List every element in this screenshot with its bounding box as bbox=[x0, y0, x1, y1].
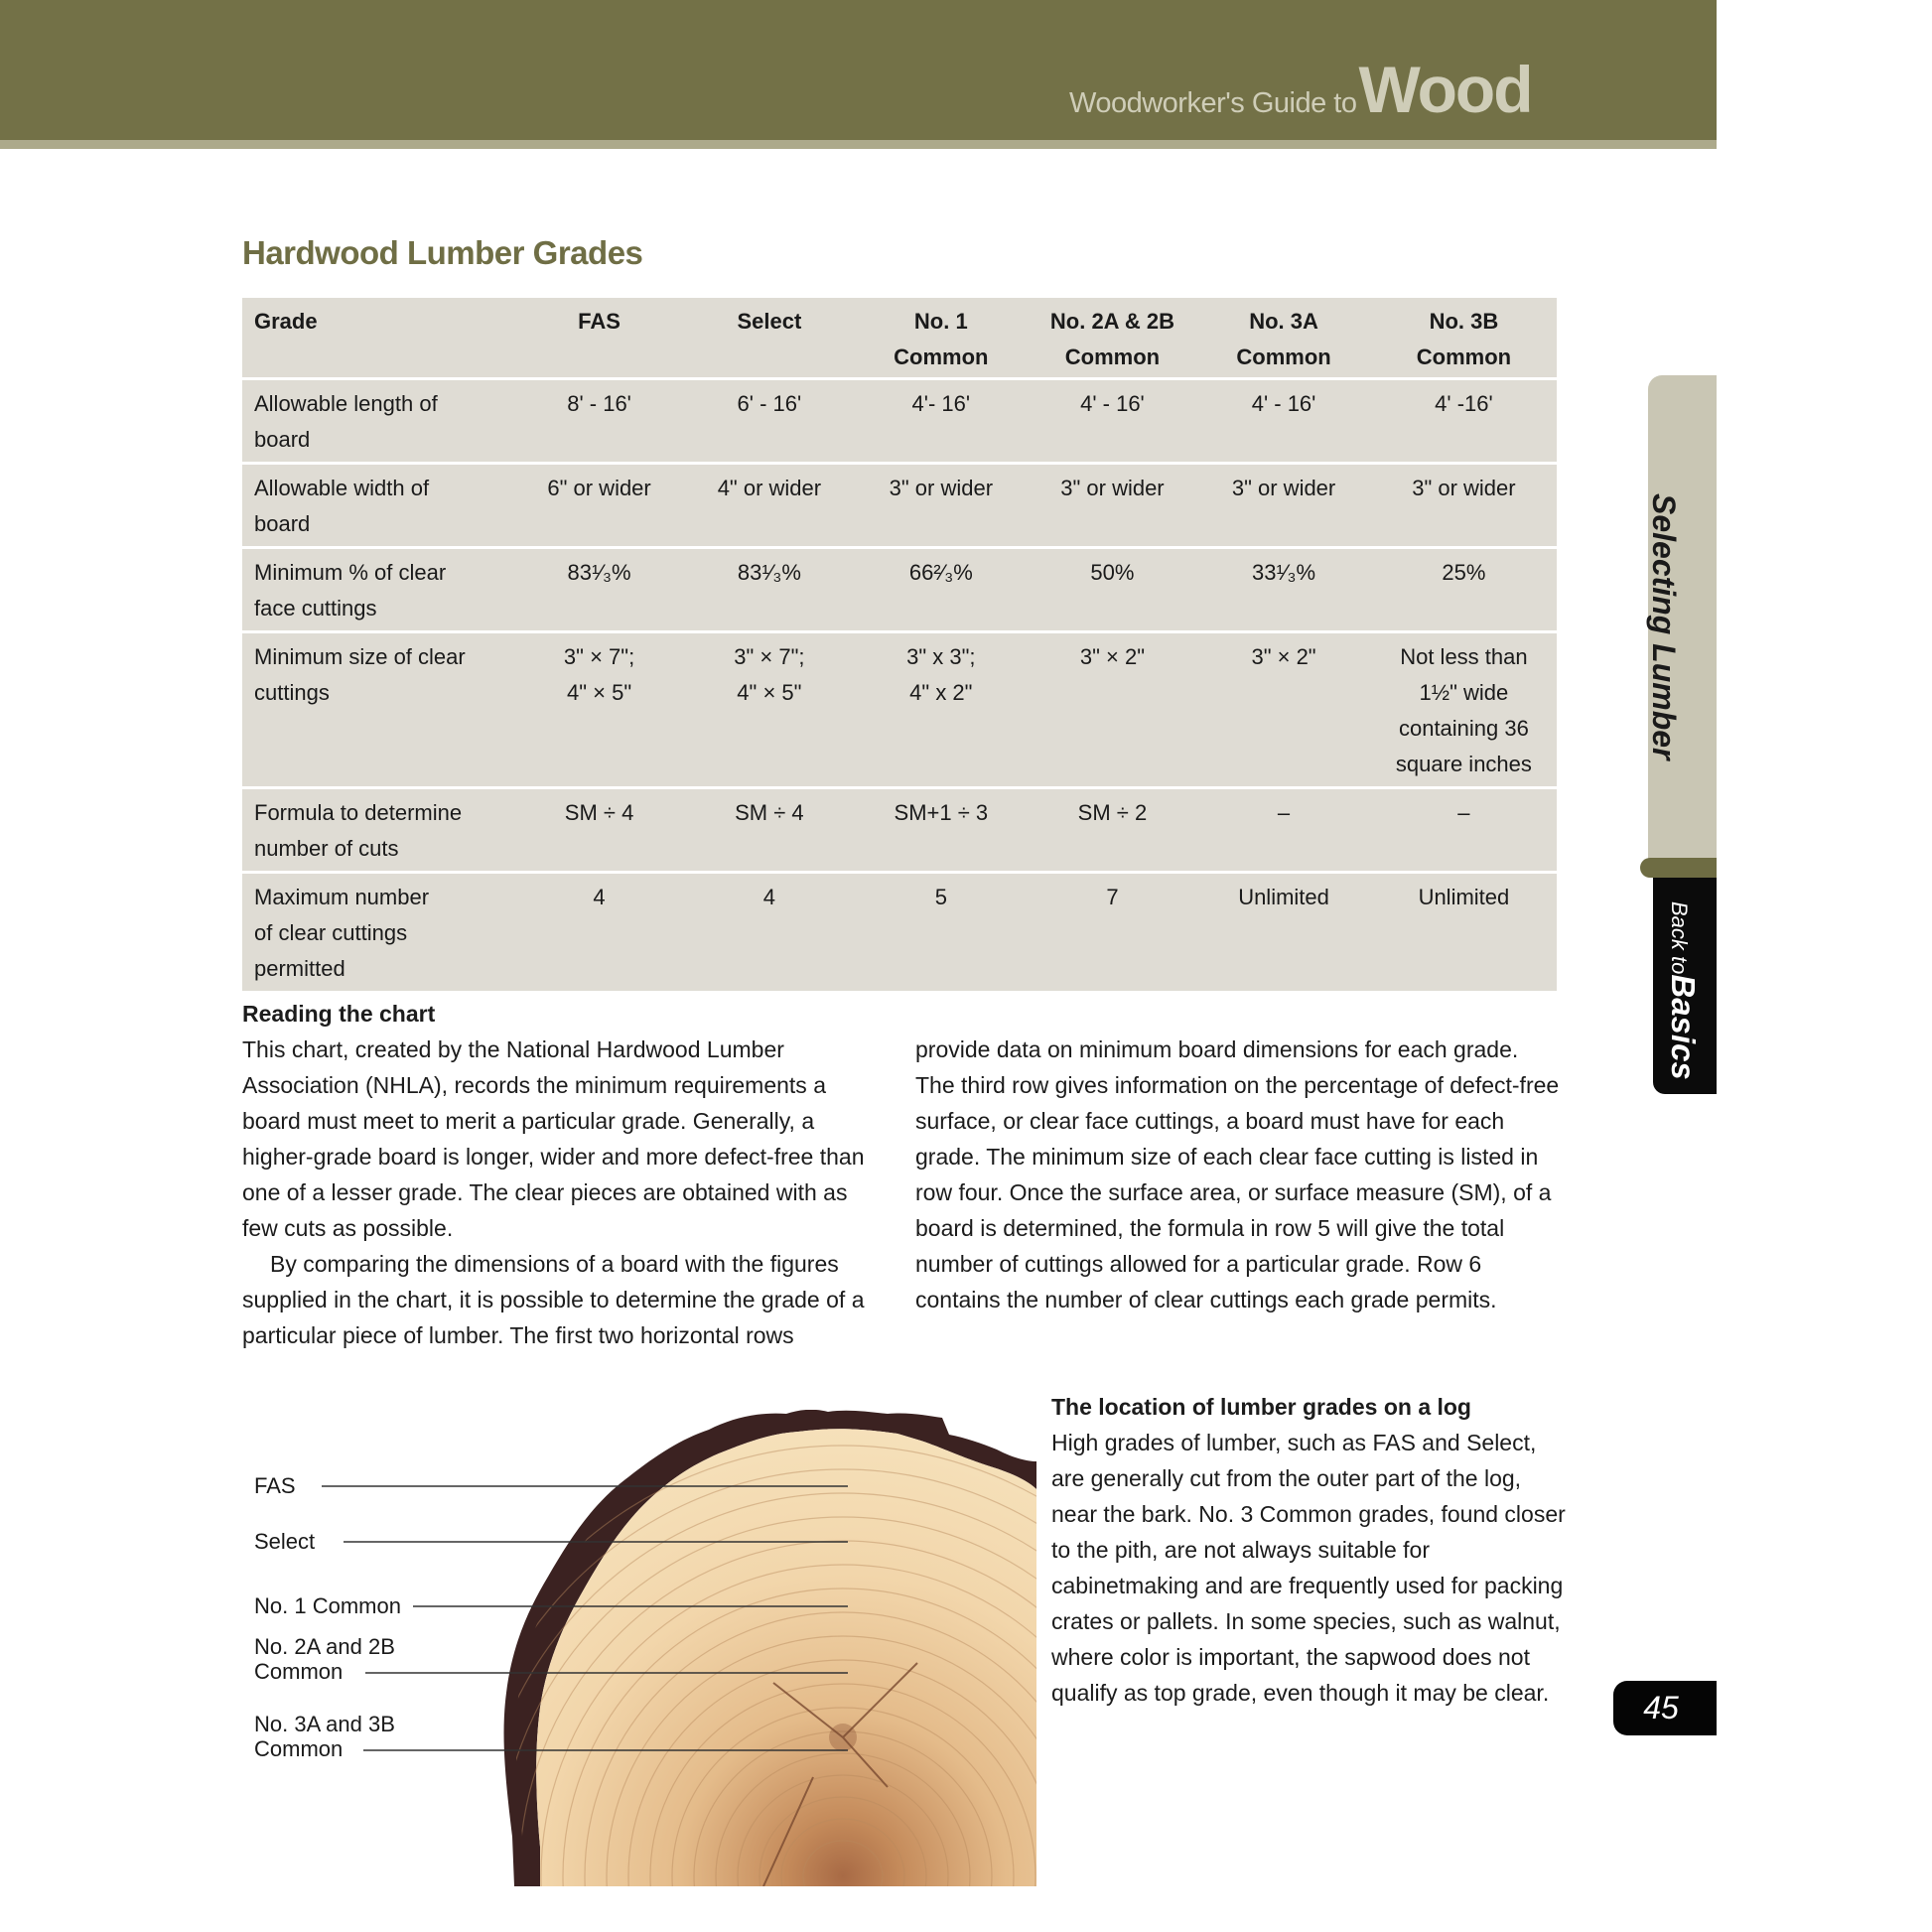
reading-chart-heading: Reading the chart bbox=[242, 1001, 436, 1027]
table-cell: Unlimited bbox=[1369, 874, 1557, 991]
table-cell: SM+1 ÷ 3 bbox=[854, 789, 1027, 874]
table-cell: 4' - 16' bbox=[1196, 380, 1369, 465]
table-cell: 66²⁄₃% bbox=[854, 549, 1027, 633]
chapter-tab-label: Selecting Lumber bbox=[1646, 493, 1682, 760]
table-row-min-size bbox=[242, 633, 1557, 789]
row-label: Minimum % of clear face cuttings bbox=[242, 549, 513, 633]
reading-chart-para2-start: By comparing the dimensions of a board with the figures supplied in the chart, it is possible to determine the grade of a particular piece of lumber. The first two horizontal rows bbox=[242, 1251, 865, 1348]
table-cell: SM ÷ 4 bbox=[513, 789, 682, 874]
table-cell: 4 bbox=[513, 874, 682, 991]
table-cell: 3" × 2" bbox=[1196, 633, 1369, 789]
table-cell: 3" x 3"; 4" x 2" bbox=[854, 633, 1027, 789]
log-cross-section-figure bbox=[242, 1410, 1036, 1886]
row-label: Allowable width of board bbox=[242, 465, 513, 549]
log-label-fas: FAS bbox=[254, 1473, 296, 1498]
table-cell: – bbox=[1369, 789, 1557, 874]
table-cell: 7 bbox=[1027, 874, 1197, 991]
log-location-body: High grades of lumber, such as FAS and Select, are generally cut from the outer part of the log, near the bark. No. 3 Common grades, found closer to the pith, are not always suitable for cabinetmaking and are frequently used for packing crates or pallets. In some species, such as walnut, where color is important, the sapwood does not qualify as top grade, even though it may be clear. bbox=[1051, 1430, 1566, 1706]
table-cell: 33¹⁄₃% bbox=[1196, 549, 1369, 633]
row-label: Formula to determine number of cuts bbox=[242, 789, 513, 874]
table-cell: 3" or wider bbox=[1369, 465, 1557, 549]
table-row-max-cuttings bbox=[242, 874, 1557, 991]
table-cell: 3" or wider bbox=[1027, 465, 1197, 549]
table-header-row bbox=[242, 298, 1557, 380]
table-cell: 4" or wider bbox=[683, 465, 854, 549]
column-header-no2ab-common: No. 2A & 2B Common bbox=[1027, 298, 1197, 380]
column-header-grade: Grade bbox=[242, 298, 513, 380]
reading-chart-para1: This chart, created by the National Hardwood Lumber Association (NHLA), records the minimum requirements a board must meet to merit a particular grade. Generally, a higher-grade board is longer, wider and more defect-free than one of a lesser grade. The clear pieces are obtained with as few cuts as possible. bbox=[242, 1036, 865, 1241]
row-label: Maximum number of clear cuttings permitted bbox=[242, 874, 513, 991]
log-label-select: Select bbox=[254, 1529, 316, 1554]
table-cell: 3" or wider bbox=[854, 465, 1027, 549]
table-cell: Not less than 1½" wide containing 36 square inches bbox=[1369, 633, 1557, 789]
table-cell: 83¹⁄₃% bbox=[683, 549, 854, 633]
reading-chart-left-column bbox=[242, 996, 888, 1353]
log-label-no1-common: No. 1 Common bbox=[254, 1593, 401, 1618]
log-location-heading: The location of lumber grades on a log bbox=[1051, 1394, 1471, 1420]
table-row-length bbox=[242, 380, 1557, 465]
table-cell: – bbox=[1196, 789, 1369, 874]
table-cell: 5 bbox=[854, 874, 1027, 991]
table-cell: 4 bbox=[683, 874, 854, 991]
series-prefix: Back to bbox=[1667, 901, 1692, 975]
table-cell: 83¹⁄₃% bbox=[513, 549, 682, 633]
table-cell: SM ÷ 2 bbox=[1027, 789, 1197, 874]
column-header-select: Select bbox=[683, 298, 854, 380]
table-cell: 4' - 16' bbox=[1027, 380, 1197, 465]
table-cell: 25% bbox=[1369, 549, 1557, 633]
page-number: 45 bbox=[1613, 1681, 1717, 1735]
book-title bbox=[1069, 52, 1532, 127]
reading-chart-para2-end: provide data on minimum board dimensions for each grade. The third row gives information on the percentage of defect-free surface, or clear face cuttings, a board must have for each grade. The minimum size of each clear face cutting is listed in row four. Once the surface area, or surface measure (SM), of a board is determined, the formula in row 5 will give the total number of cuttings allowed for a particular grade. Row 6 contains the number of clear cuttings each grade permits. bbox=[915, 1036, 1560, 1312]
table-cell: 50% bbox=[1027, 549, 1197, 633]
series-tab-label bbox=[1664, 901, 1702, 1080]
book-title-main: Wood bbox=[1358, 53, 1532, 126]
row-label: Minimum size of clear cuttings bbox=[242, 633, 513, 789]
table-cell: 3" or wider bbox=[1196, 465, 1369, 549]
column-header-no1-common: No. 1 Common bbox=[854, 298, 1027, 380]
table-cell: 6' - 16' bbox=[683, 380, 854, 465]
table-cell: 3" × 7"; 4" × 5" bbox=[683, 633, 854, 789]
table-cell: 3" × 7"; 4" × 5" bbox=[513, 633, 682, 789]
table-cell: 4'- 16' bbox=[854, 380, 1027, 465]
series-main: Basics bbox=[1665, 974, 1702, 1080]
column-header-no3b-common: No. 3B Common bbox=[1369, 298, 1557, 380]
log-label-no3-common: No. 3A and 3B Common bbox=[254, 1712, 395, 1761]
table-cell: 4' -16' bbox=[1369, 380, 1557, 465]
lumber-grades-table bbox=[242, 298, 1557, 991]
column-header-fas: FAS bbox=[513, 298, 682, 380]
table-cell: 6" or wider bbox=[513, 465, 682, 549]
table-cell: 8' - 16' bbox=[513, 380, 682, 465]
row-label: Allowable length of board bbox=[242, 380, 513, 465]
log-label-no2-common: No. 2A and 2B Common bbox=[254, 1634, 395, 1684]
section-title: Hardwood Lumber Grades bbox=[242, 234, 643, 271]
table-cell: Unlimited bbox=[1196, 874, 1369, 991]
table-row-formula bbox=[242, 789, 1557, 874]
tab-divider bbox=[1640, 858, 1717, 878]
table-cell: SM ÷ 4 bbox=[683, 789, 854, 874]
table-row-width bbox=[242, 465, 1557, 549]
table-row-clear-percent bbox=[242, 549, 1557, 633]
column-header-no3a-common: No. 3A Common bbox=[1196, 298, 1369, 380]
book-title-prefix: Woodworker's Guide to bbox=[1069, 87, 1357, 119]
table-cell: 3" × 2" bbox=[1027, 633, 1197, 789]
log-location-text bbox=[1051, 1389, 1568, 1711]
header-strip bbox=[0, 140, 1717, 149]
reading-chart-right-column bbox=[915, 1032, 1561, 1317]
